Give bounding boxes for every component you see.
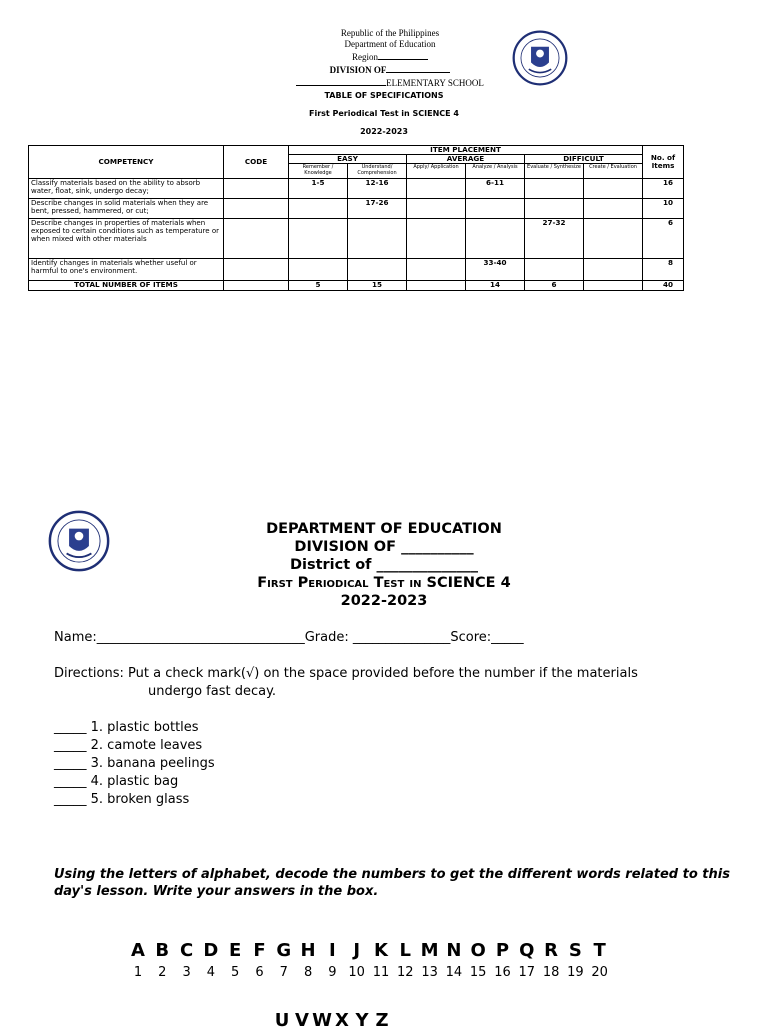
alphabet-letter: V xyxy=(295,1010,309,1031)
placement-cell: 6-11 xyxy=(466,179,525,199)
alphabet-letter: M xyxy=(420,940,439,961)
alphabet-letter: O xyxy=(470,940,486,961)
alphabet-letter: J xyxy=(353,940,361,961)
test-dept: DEPARTMENT OF EDUCATION xyxy=(266,521,502,537)
placement-cell: 12-16 xyxy=(348,179,407,199)
alphabet-letter: N xyxy=(446,940,462,961)
alphabet-number: 17 xyxy=(518,965,536,980)
tos-title: TABLE OF SPECIFICATIONS xyxy=(324,91,444,100)
total-cell: 5 xyxy=(289,281,348,291)
placement-cell: 27-32 xyxy=(525,219,584,259)
group-average: AVERAGE xyxy=(407,155,525,164)
alphabet-number: 13 xyxy=(421,965,438,980)
alphabet-number: 11 xyxy=(372,965,390,980)
subcol-understand: Understand/ Comprehension xyxy=(348,164,407,179)
list-item: _____ 5. broken glass xyxy=(54,792,190,807)
items-cell: 8 xyxy=(643,259,684,281)
list-item: _____ 2. camote leaves xyxy=(54,738,203,753)
alphabet-letter: A xyxy=(131,940,145,961)
alphabet-letter: F xyxy=(253,940,266,961)
group-difficult: DIFFICULT xyxy=(525,155,643,164)
alphabet-number: 7 xyxy=(279,965,288,980)
alphabet-number: 15 xyxy=(469,965,487,980)
alphabet-letter: Z xyxy=(375,1010,389,1031)
list-item: _____ 4. plastic bag xyxy=(54,774,179,789)
total-cell: 15 xyxy=(348,281,407,291)
header-code: CODE xyxy=(224,146,289,179)
alphabet-number: 2 xyxy=(158,965,167,980)
letterhead-republic: Republic of the Philippines xyxy=(340,28,440,38)
placement-cell: 17-26 xyxy=(348,199,407,219)
alphabet-number: 5 xyxy=(231,965,240,980)
header-competency: COMPETENCY xyxy=(29,146,224,179)
alphabet-letter: H xyxy=(300,940,316,961)
competency-cell: Identify changes in materials whether useful or harmful to one's environment. xyxy=(29,259,224,281)
competency-cell: Classify materials based on the ability to absorb water, float, sink, undergo decay; xyxy=(29,179,224,199)
subcol-apply: Apply/ Application xyxy=(407,164,466,179)
subcol-evaluate: Evaluate / Synthesize xyxy=(525,164,584,179)
subcol-analyze: Analyze / Analysis xyxy=(466,164,525,179)
alphabet-number: 18 xyxy=(542,965,560,980)
test-district: District of ______________ xyxy=(289,557,479,573)
competency-cell: Describe changes in solid materials when they are bent, pressed, hammered, or cut; xyxy=(29,199,224,219)
decode-instructions: Using the letters of alphabet, decode the numbers to get the different words related to this day's lesson. Write your answers in the box. xyxy=(54,867,730,899)
alphabet-letter: C xyxy=(179,940,194,961)
alphabet-letter: E xyxy=(229,940,242,961)
alphabet-number: 19 xyxy=(567,965,584,980)
alphabet-letter: S xyxy=(568,940,582,961)
placement-cell: 33-40 xyxy=(466,259,525,281)
alphabet-number: 12 xyxy=(397,965,414,980)
tos-subtitle: First Periodical Test in SCIENCE 4 xyxy=(308,109,459,118)
alphabet-number: 6 xyxy=(255,965,264,980)
total-cell: 14 xyxy=(466,281,525,291)
items-cell: 10 xyxy=(643,199,684,219)
items-cell: 6 xyxy=(643,219,684,259)
alphabet-letter: B xyxy=(155,940,170,961)
letterhead-region: Region xyxy=(230,50,550,63)
subcol-create: Create / Evaluation xyxy=(584,164,643,179)
alphabet-number: 4 xyxy=(206,965,216,980)
items-cell: 16 xyxy=(643,179,684,199)
list-item: _____ 1. plastic bottles xyxy=(54,720,199,735)
letterhead-division: DIVISION OF xyxy=(230,63,550,76)
header-item-placement: ITEM PLACEMENT xyxy=(289,146,643,155)
alphabet-letter: G xyxy=(276,940,292,961)
alphabet-number: 3 xyxy=(182,965,191,980)
test-title-prefix: First Periodical Test in xyxy=(257,575,422,591)
total-cell: 6 xyxy=(525,281,584,291)
alphabet-number: 10 xyxy=(348,965,365,980)
test-school-year: 2022-2023 xyxy=(340,593,428,609)
alphabet-letter: K xyxy=(374,940,388,961)
total-label: TOTAL NUMBER OF ITEMS xyxy=(29,281,224,291)
name-grade-score-line: Name:________________________________Grade: _______________Score:_____ xyxy=(54,630,524,645)
alphabet-number: 8 xyxy=(303,965,313,980)
test-division: DIVISION OF __________ xyxy=(294,539,474,555)
alphabet-number: 9 xyxy=(328,965,337,980)
alphabet-letter: T xyxy=(593,940,606,961)
alphabet-letter: P xyxy=(495,940,510,961)
alphabet-letter: L xyxy=(399,940,412,961)
alphabet-letter: R xyxy=(544,940,559,961)
alphabet-number: 14 xyxy=(445,965,463,980)
alphabet-letter: Y xyxy=(355,1010,369,1031)
alphabet-letter: D xyxy=(203,940,219,961)
tos-school-year: 2022-2023 xyxy=(360,127,408,136)
alphabet-letter: X xyxy=(335,1010,349,1031)
list-item: _____ 3. banana peelings xyxy=(54,756,215,771)
alphabet-letter: U xyxy=(274,1010,290,1031)
alphabet-number: 16 xyxy=(494,965,511,980)
subcol-remember: Remember / Knowledge xyxy=(289,164,348,179)
alphabet-letter: Q xyxy=(519,940,535,961)
competency-cell: Describe changes in properties of materials when exposed to certain conditions such as temperature or when mixed with other materials xyxy=(29,219,224,259)
letterhead-school: ELEMENTARY SCHOOL xyxy=(230,76,550,89)
placement-cell: 1-5 xyxy=(289,179,348,199)
directions-line-1: Directions: Put a check mark(√) on the space provided before the number if the materials xyxy=(54,666,638,681)
group-easy: EASY xyxy=(289,155,407,164)
header-no-items: No. of Items xyxy=(643,146,684,179)
alphabet-number: 1 xyxy=(133,965,143,980)
letterhead-deped: Department of Education xyxy=(344,39,436,49)
test-title-subject: SCIENCE 4 xyxy=(426,575,511,591)
total-items-cell: 40 xyxy=(643,281,684,291)
alphabet-letter: W xyxy=(312,1010,332,1031)
alphabet-number: 20 xyxy=(591,965,608,980)
directions-line-2: undergo fast decay. xyxy=(148,684,277,699)
alphabet-letter: I xyxy=(329,940,336,961)
